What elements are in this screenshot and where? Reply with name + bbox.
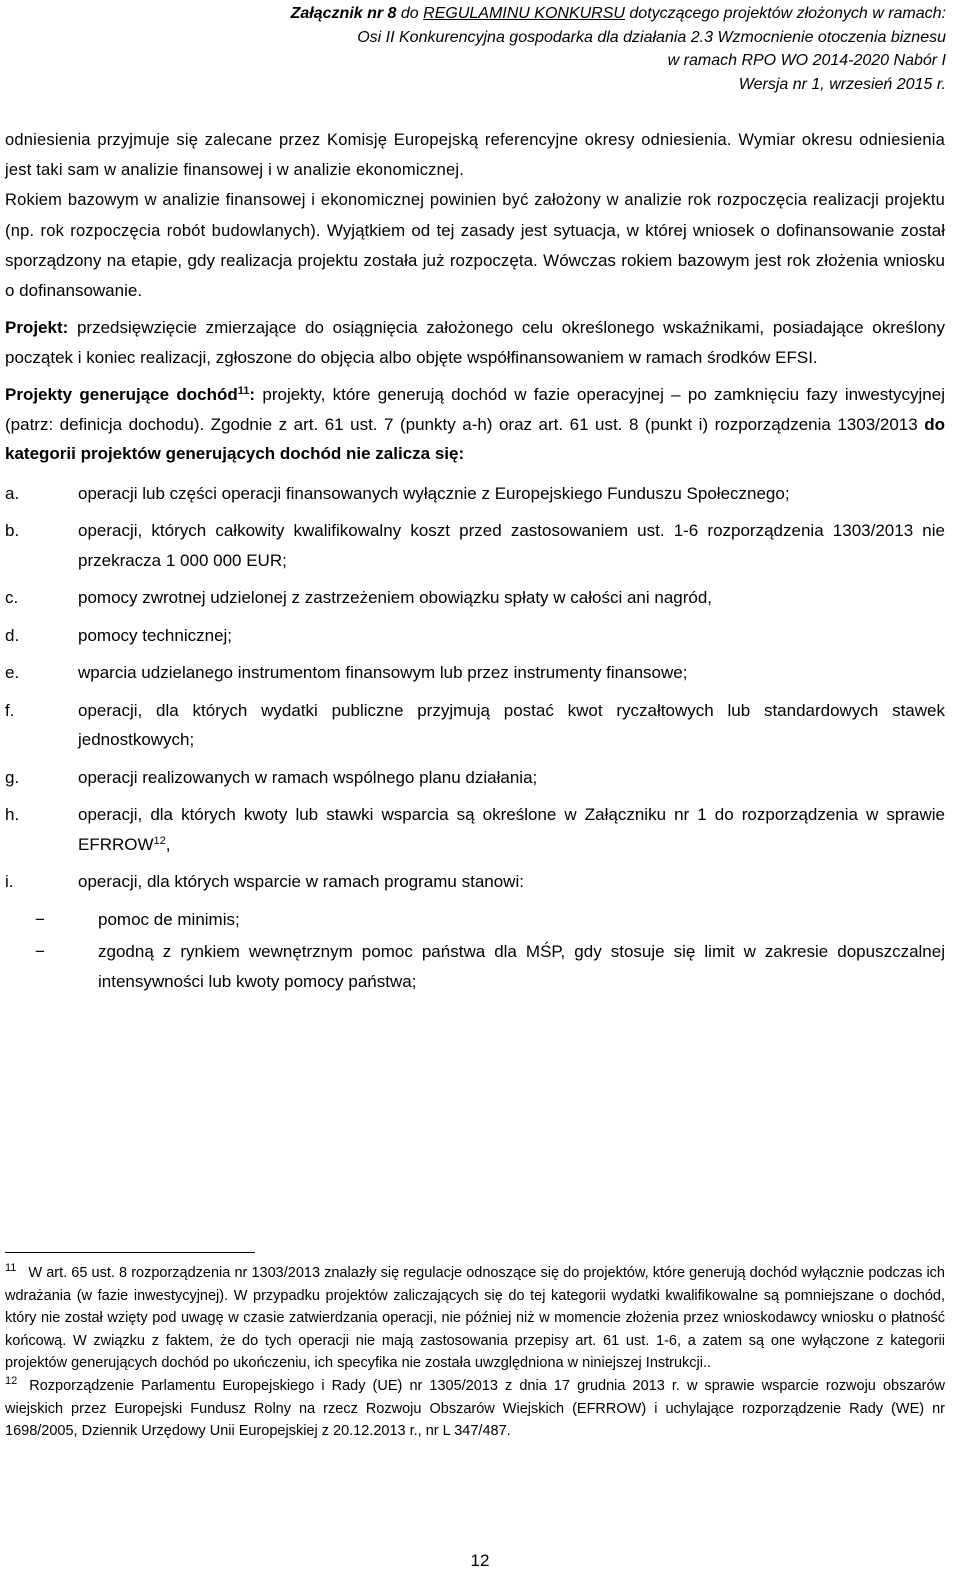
list-text [78, 800, 945, 859]
list-label: e. [5, 663, 20, 682]
list-label: b. [5, 521, 20, 540]
footnote-ref-11[interactable]: 11 [237, 385, 250, 397]
exclusion-list [5, 479, 945, 897]
list-text: pomocy technicznej; [78, 625, 233, 645]
regulamin-link[interactable]: REGULAMINU KONKURSU [423, 5, 625, 22]
footnotes [5, 1262, 945, 1443]
header-suffix: dotyczącego projektów złożonych w ramach: [624, 5, 946, 22]
header-line-2: Osi II Konkurencyjna gospodarka dla działania 2.3 Wzmocnienie otoczenia biznesu [357, 28, 946, 46]
footnote-text: W art. 65 ust. 8 rozporządzenia nr 1303/2013 znalazły się regulacje odnoszące się do projektów, które generują dochód wyłącznie podczas ich wdrażania (w fazie inwestycyjnej). W przypadku projektów zaliczających się do tej kategorii wydatki kwalifikowalne są pomniejszane o dochód, który nie został wzięty pod uwagę w czasie zatwierdzania operacji, nie później niż w momencie złożenia przez wnioskodawcy wniosku o płatność końcową. W związku z faktem, że do tych operacji nie mają zastosowania przepisy art. 61 ust. 1-6, a zatem są one wyłączone z kategorii projektów generujących dochód po ukończeniu, ich specyfika nie została uwzględniona w niniejszej Instrukcji.. [5, 1265, 945, 1372]
term-colon: : [249, 385, 256, 404]
paragraph-reference-period: odniesienia przyjmuje się zalecane przez Komisję Europejską referencyjne okresy odniesienia. Wymiar okresu odniesienia jest taki sam w analizie finansowej i w analizie ekonomicznej. [5, 131, 945, 179]
list-label: g. [5, 767, 20, 787]
aid-list [5, 905, 945, 997]
dash-bullet: − [35, 942, 45, 961]
list-label: d. [5, 625, 20, 645]
list-label: f. [5, 700, 15, 720]
list-text: pomocy zwrotnej udzielonej z zastrzeżeniem obowiązku spłaty w całości ani nagród, [78, 588, 713, 607]
header-line-3: w ramach RPO WO 2014-2020 Nabór I [667, 52, 946, 69]
dash-item [5, 937, 945, 996]
list-text: operacji lub części operacji finansowanych wyłącznie z Europejskiego Funduszu Społecznego; [78, 483, 790, 503]
list-item [5, 696, 945, 755]
list-text-after: , [165, 834, 171, 854]
header-line-4: Wersja nr 1, wrzesień 2015 r. [738, 75, 946, 93]
paragraph-base-year [5, 185, 945, 305]
term-revenue-projects [5, 385, 255, 404]
list-text: wparcia udzielanego instrumentom finansowym lub przez instrumenty finansowe; [78, 663, 688, 682]
def-revenue-projects: projekty, które generują dochód w fazie operacyjnej – po zamknięciu fazy inwestycyjnej (patrz: definicja dochodu). Zgodnie z art. 61 ust. 7 (punkty a-h) oraz art. 61 ust. 8 (punkt i) rozporządzenia 1303/2013 [5, 385, 945, 434]
list-label: i. [5, 872, 14, 891]
footnote-number: 11 [5, 1262, 17, 1274]
header-attachment: Załącznik nr 8 [290, 5, 397, 22]
paragraph-revenue-projects [5, 380, 945, 469]
dash-bullet: − [35, 909, 45, 929]
term-revenue-label: Projekty generujące dochód [5, 385, 238, 404]
list-item [5, 621, 945, 651]
list-item [5, 658, 945, 688]
document-body [5, 126, 945, 999]
list-item [5, 583, 945, 613]
page-number: 12 [470, 1551, 490, 1570]
list-text: operacji, których całkowity kwalifikowalny koszt przed zastosowaniem ust. 1-6 rozporządzenia 1303/2013 nie przekracza 1 000 000 EUR; [78, 521, 945, 570]
list-label: h. [5, 805, 20, 824]
footnote-ref-12[interactable]: 12 [153, 834, 166, 847]
list-text-main: operacji, dla których kwoty lub stawki wsparcia są określone w Załączniku nr 1 do rozporządzenia w sprawie EFRROW [78, 805, 945, 854]
base-year-text: Rokiem bazowym w analizie finansowej i ekonomicznej powinien być założony w analizie rok rozpoczęcia realizacji projektu (np. rok rozpoczęcia robót budowlanych). [5, 191, 945, 240]
list-item [5, 516, 945, 575]
list-label: c. [5, 588, 19, 607]
footnote-11 [5, 1262, 945, 1375]
header-mid: do [396, 5, 424, 22]
footnote-12 [5, 1375, 945, 1443]
list-text: operacji, dla których wydatki publiczne przyjmują postać kwot ryczałtowych lub standardowych stawek jednostkowych; [78, 700, 945, 749]
list-label: a. [5, 483, 20, 503]
footnote-separator [5, 1252, 255, 1253]
dash-text: pomoc de minimis; [98, 909, 240, 929]
paragraph-projekt [5, 313, 945, 372]
def-projekt: przedsięwzięcie zmierzające do osiągnięcia założonego celu określonego wskaźnikami, posiadające określony początek i koniec realizacji, zgłoszone do objęcia albo objęte współfinansowaniem w ramach środków EFSI. [5, 318, 945, 367]
list-item [5, 763, 945, 793]
header-line-1 [291, 2, 946, 26]
list-item [5, 800, 945, 859]
base-year-exception: Wyjątkiem od tej zasady jest sytuacja, w której wniosek o dofinansowanie został sporządzony na etapie, gdy realizacja projektu została już rozpoczęta. Wówczas rokiem bazowym jest rok złożenia wniosku o dofinansowanie. [5, 220, 945, 300]
list-text: operacji, dla których wsparcie w ramach programu stanowi: [78, 872, 524, 891]
list-item [5, 479, 945, 509]
dash-item [5, 905, 945, 935]
exclusion-heading: do kategorii projektów generujących dochód nie zalicza się: [5, 414, 945, 463]
page-header [291, 2, 946, 96]
list-text: operacji realizowanych w ramach wspólnego planu działania; [78, 767, 538, 787]
dash-text: zgodną z rynkiem wewnętrznym pomoc państwa dla MŚP, gdy stosuje się limit w zakresie dopuszczalnej intensywności lub kwoty pomocy państwa; [98, 942, 945, 991]
footnote-number: 12 [5, 1374, 18, 1387]
list-item [5, 867, 945, 897]
term-projekt: Projekt: [5, 318, 69, 337]
footnote-text: Rozporządzenie Parlamentu Europejskiego i Rady (UE) nr 1305/2013 z dnia 17 grudnia 2013 r. w sprawie wsparcie rozwoju obszarów wiejskich przez Europejski Fundusz Rolny na rzecz Rozwoju Obszarów Wiejskich (EFRROW) i uchylające rozporządzenie Rady (WE) nr 1698/2005, Dziennik Urzędowy Unii Europejskiej z 20.12.2013 r., nr L 347/487. [5, 1377, 945, 1440]
